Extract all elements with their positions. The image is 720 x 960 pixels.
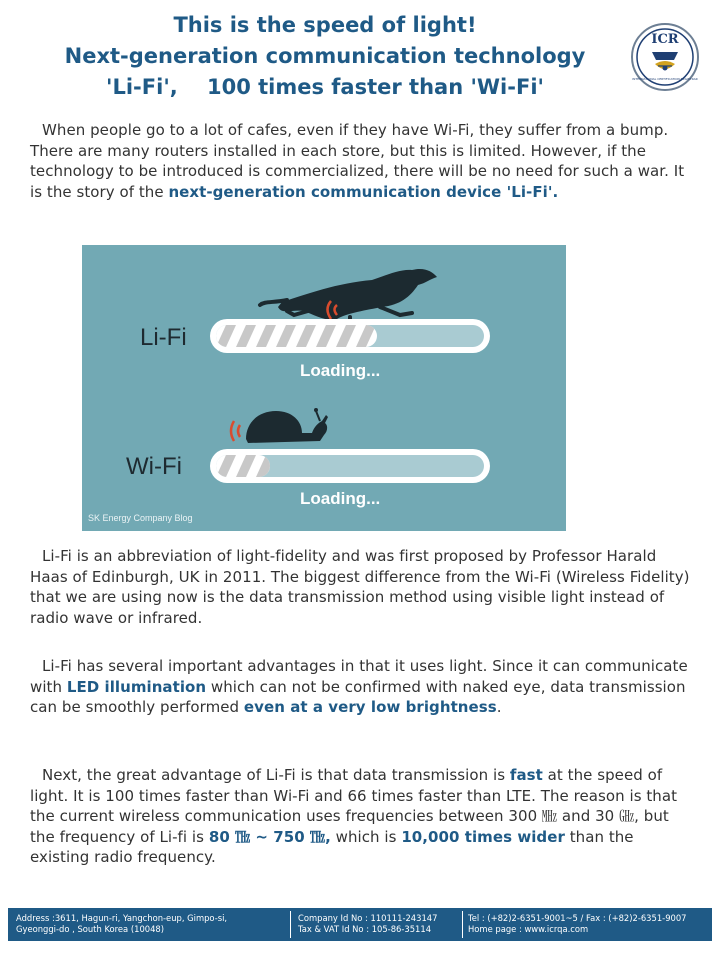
- footer-bar: [8, 908, 712, 941]
- icr-seal-logo: [630, 22, 700, 92]
- svg-text:INTERNATIONAL CERTIFICATION RE: INTERNATIONAL CERTIFICATION REGISTRAR: [632, 77, 698, 81]
- snail-icon: [246, 408, 328, 443]
- footer-address-line-1: Address :3611, Hagun-ri, Yangchon-eup, Gimpo-si,: [16, 913, 228, 923]
- advantages-text-2: which can not be confirmed with naked eye, data transmission can be smoothly performed: [30, 677, 686, 716]
- frequency-highlight: 80 ㎔ ~ 750 ㎔,: [208, 827, 331, 846]
- intro-text: When people go to a lot of cafes, even if they have Wi-Fi, they suffer from a bump. There are many routers installed in each store, but this is limited. However, if the technology to be introduced is commercialized, there will be no need for such a war. It is the story of the: [30, 121, 685, 201]
- footer-homepage-link[interactable]: Home page : www.icrqa.com: [468, 924, 589, 934]
- title-line-2: Next-generation communication technology: [64, 44, 586, 68]
- footer-address: [16, 913, 286, 935]
- footer-tax-id: Tax & VAT Id No : 105-86-35114: [298, 924, 432, 934]
- wider-highlight: 10,000 times wider: [401, 827, 565, 846]
- footer-address-line-2: Gyeonggi-do , South Korea (10048): [16, 924, 165, 934]
- advantages-text-1: Li-Fi has several important advantages in that it uses light. Since it can communicate with: [30, 657, 688, 696]
- led-highlight: LED illumination: [66, 677, 207, 696]
- lifi-loading-text: Loading...: [300, 361, 381, 380]
- page-title: [20, 10, 630, 103]
- advantages-paragraph: [30, 656, 690, 718]
- cheetah-icon: [260, 269, 437, 325]
- intro-paragraph: [30, 120, 690, 202]
- svg-text:ICR: ICR: [651, 32, 679, 47]
- title-line-3: 'Li-Fi', 100 times faster than 'Wi-Fi': [106, 75, 544, 99]
- lifi-label: Li-Fi: [140, 324, 187, 351]
- definition-paragraph: [30, 546, 690, 628]
- title-line-1: This is the speed of light!: [173, 13, 477, 37]
- brightness-highlight: even at a very low brightness: [243, 698, 497, 716]
- image-credit: SK Energy Company Blog: [88, 513, 193, 523]
- lifi-vs-wifi-image: [82, 245, 566, 531]
- fast-highlight: fast: [509, 766, 543, 784]
- intro-highlight: next-generation communication device 'Li-Fi'.: [168, 182, 559, 201]
- definition-text: Li-Fi is an abbreviation of light-fidelity and was first proposed by Professor Harald Haas of Edinburgh, UK in 2011. The biggest difference from the Wi-Fi (Wireless Fidelity) that we are using now is the data transmission method using visible light instead of radio wave or infrared.: [30, 547, 690, 627]
- footer-ids: [298, 913, 463, 935]
- footer-tel-fax: Tel : (+82)2-6351-9001~5 / Fax : (+82)2-6351-9007: [468, 913, 687, 923]
- speed-text-1: Next, the great advantage of Li-Fi is that data transmission is: [42, 766, 510, 784]
- speed-text-4: than the existing radio frequency.: [30, 827, 634, 866]
- advantages-text-3: .: [496, 698, 502, 716]
- wifi-label: Wi-Fi: [126, 453, 182, 480]
- speed-text-2: at the speed of light. It is 100 times faster than Wi-Fi and 66 times faster than LTE. The reason is that the current wireless communication uses frequencies between 300 ㎒ and 30 ㎓, but the frequency of Li-fi is: [30, 766, 678, 846]
- footer-divider: [462, 911, 463, 938]
- footer-divider: [290, 911, 291, 938]
- footer-company-id: Company Id No : 110111-243147: [298, 913, 438, 923]
- wifi-loading-text: Loading...: [300, 489, 381, 508]
- speed-text-3: which is: [330, 827, 402, 846]
- speed-paragraph: [30, 765, 690, 868]
- footer-contact: [468, 913, 708, 935]
